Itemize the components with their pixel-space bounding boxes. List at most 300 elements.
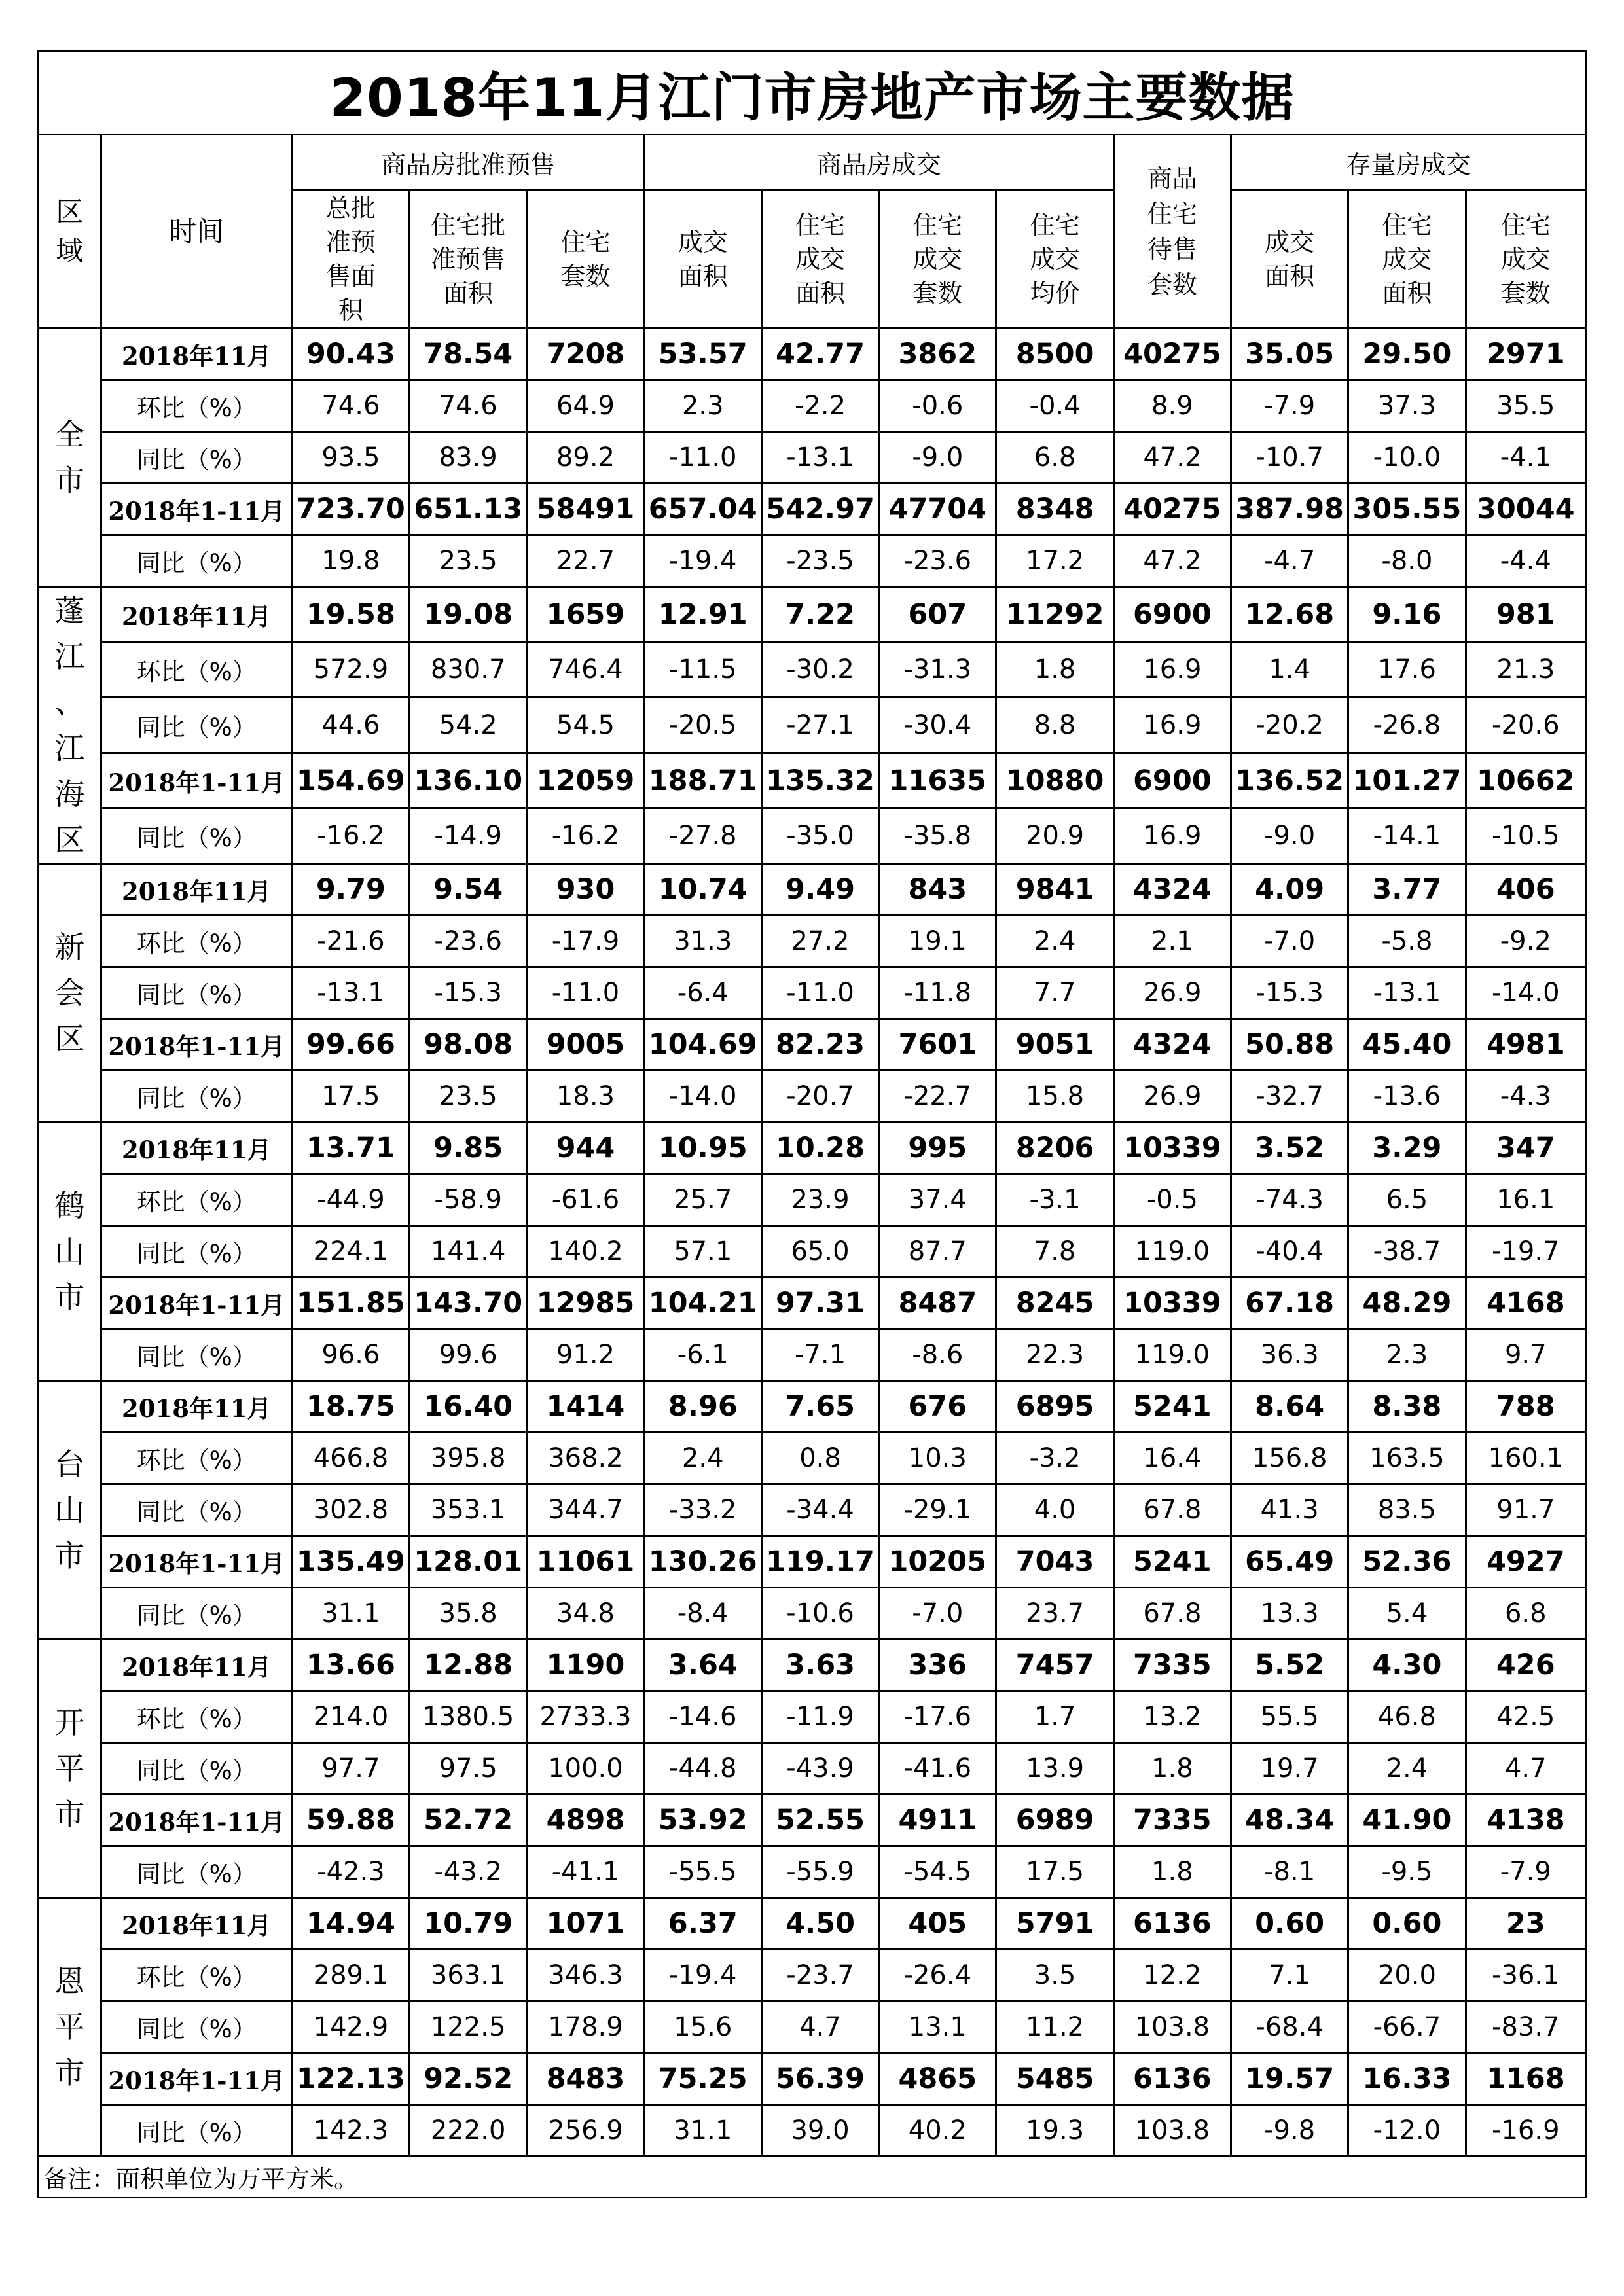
- table-cell: 4865: [879, 2053, 996, 2105]
- table-cell: 55.5: [1231, 1691, 1348, 1743]
- table-cell: 4.7: [1466, 1743, 1585, 1795]
- table-row: [39, 1329, 1586, 1381]
- table-cell: 1.4: [1231, 642, 1348, 698]
- table-cell: 46.8: [1348, 1691, 1466, 1743]
- table-cell: 5791: [996, 1898, 1113, 1950]
- table-cell: 13.71: [292, 1122, 409, 1174]
- table-cell: 2.4: [996, 916, 1113, 967]
- table-cell: 4898: [527, 1795, 644, 1846]
- table-cell: 97.5: [410, 1743, 527, 1795]
- table-cell: -9.0: [879, 432, 996, 484]
- table-cell: 10.3: [879, 1433, 996, 1484]
- table-cell: -42.3: [292, 1846, 409, 1898]
- table-cell: -10.6: [761, 1588, 878, 1640]
- sub-stock-res-area-text: 住宅 成交 面积: [1382, 211, 1432, 308]
- table-row: [39, 1743, 1586, 1795]
- table-cell: 13.66: [292, 1640, 409, 1691]
- table-cell: 224.1: [292, 1226, 409, 1278]
- table-cell: 26.9: [1113, 1071, 1231, 1122]
- table-cell: 1.8: [996, 642, 1113, 698]
- table-cell: 178.9: [527, 2001, 644, 2053]
- table-cell: 5241: [1113, 1381, 1231, 1433]
- table-cell: 16.9: [1113, 642, 1231, 698]
- table-cell: -10.7: [1231, 432, 1348, 484]
- table-cell: 122.5: [410, 2001, 527, 2053]
- table-cell: -7.1: [761, 1329, 878, 1381]
- table-cell: -26.8: [1348, 698, 1466, 753]
- table-cell: 4.09: [1231, 864, 1348, 916]
- table-cell: 97.31: [761, 1278, 878, 1329]
- table-cell: 13.2: [1113, 1691, 1231, 1743]
- table-cell: 135.49: [292, 1536, 409, 1588]
- region-name: [39, 1898, 101, 2157]
- table-row: [39, 1846, 1586, 1898]
- table-cell: -17.9: [527, 916, 644, 967]
- table-cell: -13.1: [292, 967, 409, 1019]
- table-cell: 99.66: [292, 1019, 409, 1071]
- table-cell: -16.9: [1466, 2105, 1585, 2157]
- table-cell: -20.7: [761, 1071, 878, 1122]
- table-cell: 87.7: [879, 1226, 996, 1278]
- table-cell: 119.0: [1113, 1226, 1231, 1278]
- sub-stock-res-area: [1348, 190, 1466, 329]
- table-cell: -13.6: [1348, 1071, 1466, 1122]
- table-cell: 944: [527, 1122, 644, 1174]
- row-period-label: 同比（%）: [101, 967, 292, 1019]
- table-row: [39, 1278, 1586, 1329]
- table-cell: 676: [879, 1381, 996, 1433]
- table-cell: 6.8: [1466, 1588, 1585, 1640]
- table-cell: -31.3: [879, 642, 996, 698]
- table-cell: 466.8: [292, 1433, 409, 1484]
- sub-res-avg-price: [996, 190, 1113, 329]
- table-cell: -0.6: [879, 380, 996, 432]
- table-cell: 10.79: [410, 1898, 527, 1950]
- sub-res-units: [527, 190, 644, 329]
- table-cell: -11.5: [644, 642, 761, 698]
- table-cell: 8487: [879, 1278, 996, 1329]
- table-cell: -4.1: [1466, 432, 1585, 484]
- table-cell: 651.13: [410, 484, 527, 535]
- table-cell: 4.30: [1348, 1640, 1466, 1691]
- table-cell: 100.0: [527, 1743, 644, 1795]
- table-cell: 23.5: [410, 535, 527, 587]
- table-cell: 1.8: [1113, 1743, 1231, 1795]
- row-period-label: 2018年11月: [101, 1381, 292, 1433]
- table-cell: 4.0: [996, 1484, 1113, 1536]
- table-cell: 6136: [1113, 2053, 1231, 2105]
- table-cell: 9841: [996, 864, 1113, 916]
- table-cell: -66.7: [1348, 2001, 1466, 2053]
- table-cell: 347: [1466, 1122, 1585, 1174]
- table-cell: 7208: [527, 329, 644, 380]
- table-cell: -5.8: [1348, 916, 1466, 967]
- table-cell: -32.7: [1231, 1071, 1348, 1122]
- table-cell: 104.21: [644, 1278, 761, 1329]
- table-row: [39, 2001, 1586, 2053]
- region-name: [39, 864, 101, 1122]
- table-cell: 305.55: [1348, 484, 1466, 535]
- table-cell: 6.5: [1348, 1174, 1466, 1226]
- table-cell: 5485: [996, 2053, 1113, 2105]
- table-row: [39, 1950, 1586, 2001]
- table-row: [39, 698, 1586, 753]
- table-cell: 1.8: [1113, 1846, 1231, 1898]
- table-cell: 47704: [879, 484, 996, 535]
- table-cell: 9.54: [410, 864, 527, 916]
- table-cell: 2733.3: [527, 1691, 644, 1743]
- table-cell: -4.3: [1466, 1071, 1585, 1122]
- header-group-deal: 商品房成交: [644, 135, 1113, 190]
- table-cell: 54.5: [527, 698, 644, 753]
- table-cell: 12059: [527, 753, 644, 808]
- table-cell: 8.64: [1231, 1381, 1348, 1433]
- row-period-label: 2018年1-11月: [101, 1019, 292, 1071]
- table-cell: 42.5: [1466, 1691, 1585, 1743]
- table-row: [39, 1536, 1586, 1588]
- table-cell: 9.79: [292, 864, 409, 916]
- table-cell: 52.36: [1348, 1536, 1466, 1588]
- table-cell: -12.0: [1348, 2105, 1466, 2157]
- table-cell: 7.22: [761, 587, 878, 643]
- table-cell: 29.50: [1348, 329, 1466, 380]
- table-cell: -36.1: [1466, 1950, 1585, 2001]
- table-cell: 4927: [1466, 1536, 1585, 1588]
- table-cell: 65.0: [761, 1226, 878, 1278]
- table-cell: -55.9: [761, 1846, 878, 1898]
- table-cell: -14.0: [644, 1071, 761, 1122]
- table-cell: 53.92: [644, 1795, 761, 1846]
- row-period-label: 同比（%）: [101, 1071, 292, 1122]
- table-cell: -11.0: [527, 967, 644, 1019]
- table-cell: 19.3: [996, 2105, 1113, 2157]
- table-cell: 336: [879, 1640, 996, 1691]
- table-cell: 188.71: [644, 753, 761, 808]
- table-cell: 15.6: [644, 2001, 761, 2053]
- table-cell: -11.0: [644, 432, 761, 484]
- table-cell: -20.5: [644, 698, 761, 753]
- table-row: [39, 1019, 1586, 1071]
- table-cell: 34.8: [527, 1588, 644, 1640]
- table-cell: 4168: [1466, 1278, 1585, 1329]
- table-cell: 40275: [1113, 484, 1231, 535]
- sub-stock-res-units: [1466, 190, 1585, 329]
- table-cell: 12.68: [1231, 587, 1348, 643]
- header-region-text: 区 域: [56, 195, 84, 267]
- sub-res-units-text: 住宅 套数: [560, 228, 611, 291]
- table-cell: 8.96: [644, 1381, 761, 1433]
- table-cell: 31.1: [292, 1588, 409, 1640]
- table-row: [39, 432, 1586, 484]
- table-cell: -11.9: [761, 1691, 878, 1743]
- table-cell: 64.9: [527, 380, 644, 432]
- table-cell: 98.08: [410, 1019, 527, 1071]
- region-name-text: 开 平 市: [54, 1705, 85, 1832]
- table-cell: 8500: [996, 329, 1113, 380]
- table-cell: 151.85: [292, 1278, 409, 1329]
- table-cell: 8.8: [996, 698, 1113, 753]
- table-cell: -30.2: [761, 642, 878, 698]
- table-cell: 21.3: [1466, 642, 1585, 698]
- table-cell: 13.3: [1231, 1588, 1348, 1640]
- table-cell: -11.8: [879, 967, 996, 1019]
- table-cell: 0.60: [1231, 1898, 1348, 1950]
- table-cell: 23.7: [996, 1588, 1113, 1640]
- table-cell: -20.2: [1231, 698, 1348, 753]
- table-cell: 1659: [527, 587, 644, 643]
- table-cell: 9051: [996, 1019, 1113, 1071]
- table-cell: -8.6: [879, 1329, 996, 1381]
- table-row: [39, 484, 1586, 535]
- sub-res-deal-units: [879, 190, 996, 329]
- table-cell: 12.91: [644, 587, 761, 643]
- table-cell: 136.52: [1231, 753, 1348, 808]
- table-cell: 25.7: [644, 1174, 761, 1226]
- table-row: [39, 2053, 1586, 2105]
- table-cell: 16.9: [1113, 808, 1231, 864]
- row-period-label: 2018年1-11月: [101, 1278, 292, 1329]
- table-cell: 363.1: [410, 1950, 527, 2001]
- sub-total-approved-area-text: 总批 准预 售面 积: [325, 194, 376, 325]
- table-row: [39, 2105, 1586, 2157]
- table-cell: 6.8: [996, 432, 1113, 484]
- table-cell: 17.5: [996, 1846, 1113, 1898]
- table-cell: 154.69: [292, 753, 409, 808]
- table-row: [39, 535, 1586, 587]
- table-cell: 981: [1466, 587, 1585, 643]
- table-cell: -68.4: [1231, 2001, 1348, 2053]
- table-cell: -38.7: [1348, 1226, 1466, 1278]
- table-cell: 52.72: [410, 1795, 527, 1846]
- sub-deal-area: [644, 190, 761, 329]
- row-period-label: 同比（%）: [101, 698, 292, 753]
- table-cell: -15.3: [410, 967, 527, 1019]
- table-cell: 8.38: [1348, 1381, 1466, 1433]
- row-period-label: 环比（%）: [101, 916, 292, 967]
- table-cell: 36.3: [1231, 1329, 1348, 1381]
- table-cell: -26.4: [879, 1950, 996, 2001]
- table-cell: 346.3: [527, 1950, 644, 2001]
- table-cell: 47.2: [1113, 432, 1231, 484]
- region-name-text: 台 山 市: [54, 1446, 85, 1573]
- sub-res-approved-area: [410, 190, 527, 329]
- table-cell: 67.18: [1231, 1278, 1348, 1329]
- table-cell: 0.60: [1348, 1898, 1466, 1950]
- table-cell: 4.7: [761, 2001, 878, 2053]
- table-cell: -4.7: [1231, 535, 1348, 587]
- table-cell: -27.8: [644, 808, 761, 864]
- table-cell: 19.7: [1231, 1743, 1348, 1795]
- table-cell: 40275: [1113, 329, 1231, 380]
- row-period-label: 2018年11月: [101, 329, 292, 380]
- table-row: [39, 864, 1586, 916]
- row-period-label: 环比（%）: [101, 1950, 292, 2001]
- table-cell: 31.3: [644, 916, 761, 967]
- table-cell: 11635: [879, 753, 996, 808]
- region-name-text: 鹤 山 市: [54, 1188, 85, 1315]
- table-cell: 93.5: [292, 432, 409, 484]
- table-cell: 130.26: [644, 1536, 761, 1588]
- sub-res-avg-price-text: 住宅 成交 均价: [1030, 211, 1080, 308]
- table-cell: 122.13: [292, 2053, 409, 2105]
- row-period-label: 2018年11月: [101, 864, 292, 916]
- table-cell: 30044: [1466, 484, 1585, 535]
- table-cell: 4911: [879, 1795, 996, 1846]
- table-cell: 53.57: [644, 329, 761, 380]
- table-row: [39, 1484, 1586, 1536]
- row-period-label: 同比（%）: [101, 535, 292, 587]
- table-cell: 3862: [879, 329, 996, 380]
- table-cell: 10662: [1466, 753, 1585, 808]
- table-cell: 13.1: [879, 2001, 996, 2053]
- table-cell: -35.8: [879, 808, 996, 864]
- table-cell: 65.49: [1231, 1536, 1348, 1588]
- table-cell: 10880: [996, 753, 1113, 808]
- table-cell: 8206: [996, 1122, 1113, 1174]
- row-period-label: 2018年11月: [101, 1122, 292, 1174]
- table-cell: 4.50: [761, 1898, 878, 1950]
- table-row: [39, 329, 1586, 380]
- table-cell: 20.9: [996, 808, 1113, 864]
- table-row: [39, 1071, 1586, 1122]
- table-row: [39, 1898, 1586, 1950]
- sub-res-deal-units-text: 住宅 成交 套数: [912, 211, 963, 308]
- row-period-label: 同比（%）: [101, 2105, 292, 2157]
- table-cell: -13.1: [761, 432, 878, 484]
- table-cell: 19.1: [879, 916, 996, 967]
- table-cell: -83.7: [1466, 2001, 1585, 2053]
- table-row: [39, 1433, 1586, 1484]
- footnote: 备注：面积单位为万平方米。: [39, 2157, 1586, 2198]
- table-cell: 8.9: [1113, 380, 1231, 432]
- sub-res-approved-area-text: 住宅批 准预售 面积: [431, 211, 506, 308]
- table-cell: 11.2: [996, 2001, 1113, 2053]
- table-cell: 136.10: [410, 753, 527, 808]
- table-cell: 37.4: [879, 1174, 996, 1226]
- table-cell: 16.40: [410, 1381, 527, 1433]
- table-cell: 0.8: [761, 1433, 878, 1484]
- table-cell: -7.9: [1231, 380, 1348, 432]
- header-time: 时间: [101, 135, 292, 329]
- row-period-label: 同比（%）: [101, 1226, 292, 1278]
- table-cell: 9.7: [1466, 1329, 1585, 1381]
- table-cell: 995: [879, 1122, 996, 1174]
- table-cell: -10.0: [1348, 432, 1466, 484]
- table-cell: 7.7: [996, 967, 1113, 1019]
- table-cell: -14.6: [644, 1691, 761, 1743]
- table-cell: 18.75: [292, 1381, 409, 1433]
- table-cell: 97.7: [292, 1743, 409, 1795]
- table-cell: 353.1: [410, 1484, 527, 1536]
- table-cell: -19.7: [1466, 1226, 1585, 1278]
- table-cell: 91.2: [527, 1329, 644, 1381]
- table-cell: 1190: [527, 1640, 644, 1691]
- table-cell: 160.1: [1466, 1433, 1585, 1484]
- table-cell: 16.4: [1113, 1433, 1231, 1484]
- table-cell: 3.29: [1348, 1122, 1466, 1174]
- table-cell: 1168: [1466, 2053, 1585, 2105]
- table-cell: 4324: [1113, 1019, 1231, 1071]
- table-row: [39, 753, 1586, 808]
- table-cell: 8348: [996, 484, 1113, 535]
- table-cell: 67.8: [1113, 1588, 1231, 1640]
- row-period-label: 环比（%）: [101, 1691, 292, 1743]
- table-cell: 6.37: [644, 1898, 761, 1950]
- table-cell: 78.54: [410, 329, 527, 380]
- table-row: [39, 916, 1586, 967]
- table-cell: 2.4: [1348, 1743, 1466, 1795]
- table-cell: 4981: [1466, 1019, 1585, 1071]
- table-cell: -30.4: [879, 698, 996, 753]
- row-period-label: 2018年1-11月: [101, 2053, 292, 2105]
- table-cell: 4138: [1466, 1795, 1585, 1846]
- table-cell: 12.88: [410, 1640, 527, 1691]
- table-row: [39, 967, 1586, 1019]
- table-cell: 5.52: [1231, 1640, 1348, 1691]
- row-period-label: 同比（%）: [101, 2001, 292, 2053]
- table-cell: 1071: [527, 1898, 644, 1950]
- table-cell: 48.29: [1348, 1278, 1466, 1329]
- row-period-label: 2018年11月: [101, 587, 292, 643]
- data-table: [37, 50, 1587, 2198]
- region-name: [39, 329, 101, 587]
- row-period-label: 2018年1-11月: [101, 1795, 292, 1846]
- table-cell: 22.7: [527, 535, 644, 587]
- table-cell: 723.70: [292, 484, 409, 535]
- table-cell: 2.3: [1348, 1329, 1466, 1381]
- table-cell: -3.1: [996, 1174, 1113, 1226]
- region-name: [39, 1640, 101, 1898]
- table-row: [39, 808, 1586, 864]
- table-cell: -17.6: [879, 1691, 996, 1743]
- table-cell: -11.0: [761, 967, 878, 1019]
- table-cell: 222.0: [410, 2105, 527, 2157]
- sub-total-approved-area: [292, 190, 409, 329]
- header-inventory-text: 商品 住宅 待售 套数: [1147, 164, 1197, 299]
- table-cell: 930: [527, 864, 644, 916]
- table-row: [39, 1795, 1586, 1846]
- table-cell: 47.2: [1113, 535, 1231, 587]
- table-cell: 16.9: [1113, 698, 1231, 753]
- table-cell: -29.1: [879, 1484, 996, 1536]
- table-cell: 2.4: [644, 1433, 761, 1484]
- row-period-label: 2018年1-11月: [101, 484, 292, 535]
- table-cell: 82.23: [761, 1019, 878, 1071]
- table-cell: 40.2: [879, 2105, 996, 2157]
- report-sheet: [37, 50, 1587, 2198]
- table-cell: 16.33: [1348, 2053, 1466, 2105]
- table-cell: 3.64: [644, 1640, 761, 1691]
- row-period-label: 2018年1-11月: [101, 1536, 292, 1588]
- table-cell: 17.2: [996, 535, 1113, 587]
- table-cell: -0.4: [996, 380, 1113, 432]
- table-cell: 37.3: [1348, 380, 1466, 432]
- table-cell: 35.8: [410, 1588, 527, 1640]
- table-cell: 572.9: [292, 642, 409, 698]
- table-cell: 91.7: [1466, 1484, 1585, 1536]
- sub-res-deal-area: [761, 190, 878, 329]
- table-cell: -9.8: [1231, 2105, 1348, 2157]
- row-period-label: 同比（%）: [101, 1484, 292, 1536]
- header-group-inventory: [1113, 135, 1231, 329]
- table-cell: 35.5: [1466, 380, 1585, 432]
- table-cell: -8.4: [644, 1588, 761, 1640]
- table-row: [39, 642, 1586, 698]
- table-cell: -9.5: [1348, 1846, 1466, 1898]
- table-cell: -35.0: [761, 808, 878, 864]
- table-cell: 19.8: [292, 535, 409, 587]
- table-row: [39, 1588, 1586, 1640]
